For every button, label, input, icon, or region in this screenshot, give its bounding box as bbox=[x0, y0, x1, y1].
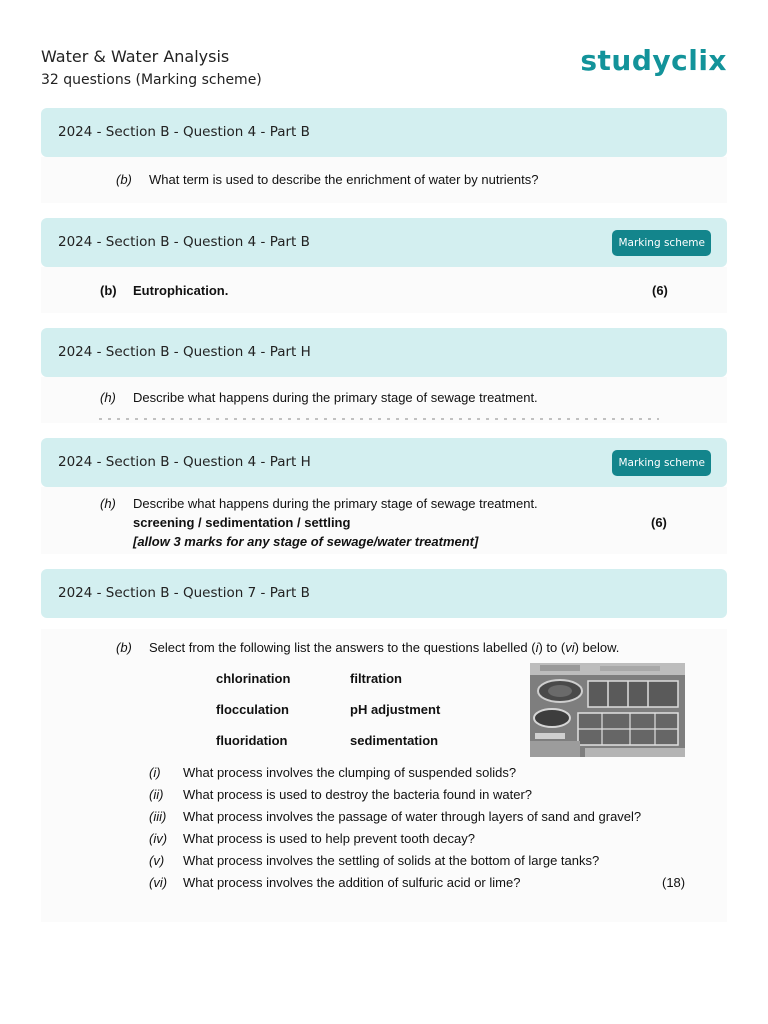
clipped-text-line bbox=[99, 418, 659, 420]
part-text: What process involves the clumping of suspended solids? bbox=[183, 765, 517, 780]
question-title: 2024 - Section B - Question 7 - Part B bbox=[58, 585, 310, 601]
answer-content bbox=[41, 487, 727, 554]
answer-question-text: Describe what happens during the primary stage of sewage treatment. bbox=[133, 496, 538, 511]
option-sedimentation: sedimentation bbox=[350, 733, 439, 748]
part-text: What process is used to help prevent tooth decay? bbox=[183, 831, 475, 846]
marking-scheme-button[interactable]: Marking scheme bbox=[612, 450, 711, 476]
part-text: What process involves the settling of solids at the bottom of large tanks? bbox=[183, 853, 600, 868]
part-text: What process is used to destroy the bacteria found in water? bbox=[183, 787, 533, 802]
question-label: (h) bbox=[100, 390, 116, 405]
part-number: (v) bbox=[149, 853, 165, 868]
answer-marks: (6) bbox=[652, 283, 668, 298]
answer-marks: (6) bbox=[651, 515, 667, 530]
page-header bbox=[41, 44, 727, 94]
marking-scheme-header-bar bbox=[41, 218, 727, 267]
question-marks: (18) bbox=[662, 875, 686, 890]
question-text: What term is used to describe the enrichment of water by nutrients? bbox=[149, 172, 539, 187]
question-content bbox=[41, 157, 727, 203]
part-number: (iii) bbox=[149, 809, 167, 824]
question-title: 2024 - Section B - Question 4 - Part H bbox=[58, 454, 311, 470]
answer-label: (h) bbox=[100, 496, 116, 511]
document-title: Water & Water Analysis bbox=[41, 47, 230, 66]
option-fluoridation: fluoridation bbox=[216, 733, 288, 748]
option-ph-adjustment: pH adjustment bbox=[350, 702, 441, 717]
answer-text: screening / sedimentation / settling bbox=[133, 515, 351, 530]
document-subtitle: 32 questions (Marking scheme) bbox=[41, 72, 262, 88]
question-text: Describe what happens during the primary stage of sewage treatment. bbox=[133, 390, 538, 405]
question-label: (b) bbox=[116, 172, 132, 187]
part-number: (i) bbox=[149, 765, 161, 780]
water-treatment-plant-photo bbox=[530, 663, 685, 757]
question-header-bar bbox=[41, 569, 727, 618]
marking-scheme-button[interactable]: Marking scheme bbox=[612, 230, 711, 256]
answer-label: (b) bbox=[100, 283, 117, 298]
option-chlorination: chlorination bbox=[216, 671, 291, 686]
question-content bbox=[41, 377, 727, 423]
part-number: (ii) bbox=[149, 787, 164, 802]
studyclix-logo[interactable]: studyclix bbox=[580, 44, 727, 77]
part-text: What process involves the passage of water through layers of sand and gravel? bbox=[183, 809, 642, 824]
question-label: (b) bbox=[116, 640, 132, 655]
question-content bbox=[41, 629, 727, 922]
question-title: 2024 - Section B - Question 4 - Part B bbox=[58, 124, 310, 140]
question-title: 2024 - Section B - Question 4 - Part H bbox=[58, 344, 311, 360]
part-text: What process involves the addition of sulfuric acid or lime? bbox=[183, 875, 521, 890]
question-intro: Select from the following list the answers to the questions labelled (i) to (vi) below. bbox=[149, 640, 620, 655]
option-flocculation: flocculation bbox=[216, 702, 289, 717]
part-number: (iv) bbox=[149, 831, 168, 846]
answer-note: [allow 3 marks for any stage of sewage/water treatment] bbox=[133, 534, 479, 549]
part-number: (vi) bbox=[149, 875, 168, 890]
question-header-bar bbox=[41, 108, 727, 157]
answer-content bbox=[41, 267, 727, 313]
question-header-bar bbox=[41, 328, 727, 377]
option-filtration: filtration bbox=[350, 671, 402, 686]
answer-text: Eutrophication. bbox=[133, 283, 229, 298]
marking-scheme-header-bar bbox=[41, 438, 727, 487]
question-title: 2024 - Section B - Question 4 - Part B bbox=[58, 234, 310, 250]
